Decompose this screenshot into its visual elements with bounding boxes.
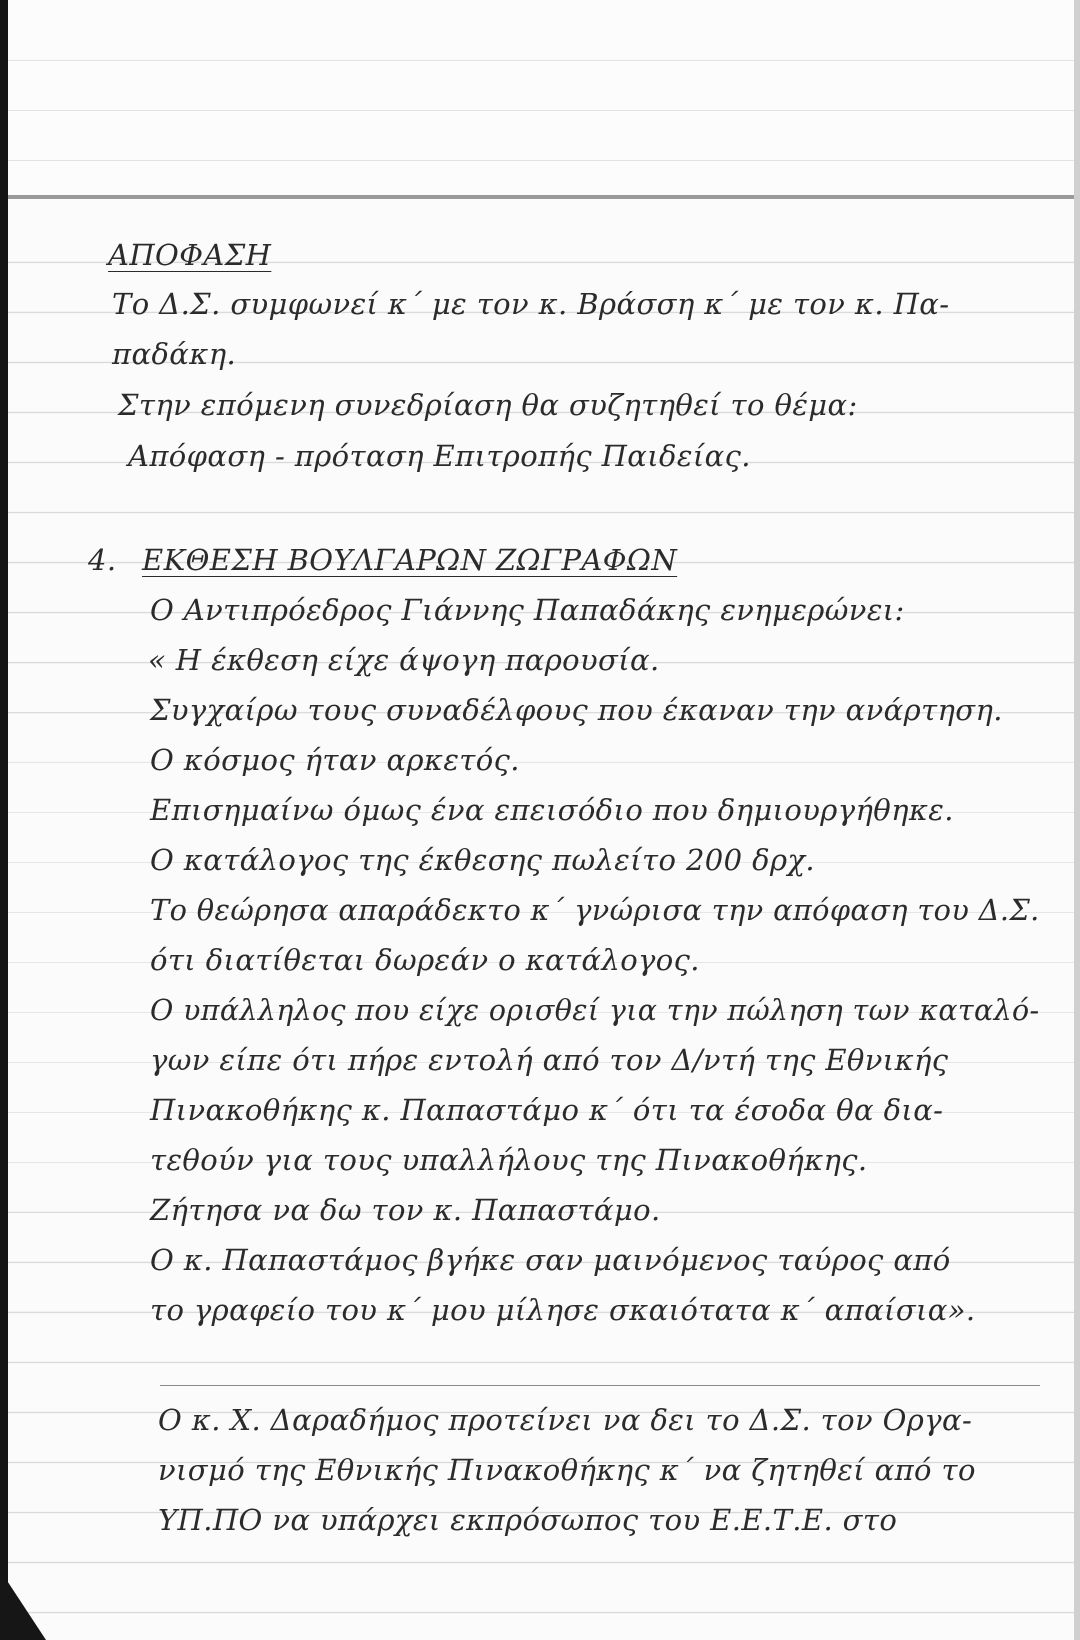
item-line: Ο κ. Χ. Δαραδήμος προτείνει να δει το Δ.Σ. τον Οργα- — [158, 1403, 973, 1437]
item-line: Ο υπάλληλος που είχε ορισθεί για την πώληση των καταλό- — [150, 993, 1040, 1027]
decision-line: Απόφαση - πρόταση Επιτροπής Παιδείας. — [128, 439, 751, 473]
item-line: ότι διατίθεται δωρεάν ο κατάλογος. — [150, 943, 700, 977]
header-rule — [0, 195, 1080, 199]
item-line: « Η έκθεση είχε άψογη παρουσία. — [148, 643, 660, 677]
blank-header-area — [0, 0, 1080, 200]
item-line: Ο κόσμος ήταν αρκετός. — [150, 743, 520, 777]
item-line: Ο κατάλογος της έκθεσης πωλείτο 200 δρχ. — [150, 843, 816, 877]
item-title: ΕΚΘΕΣΗ ΒΟΥΛΓΑΡΩΝ ΖΩΓΡΑΦΩΝ — [142, 543, 678, 577]
scan-right-edge — [1074, 0, 1080, 1640]
decision-line: παδάκη. — [112, 337, 237, 371]
item-line: Το θεώρησα απαράδεκτο κ΄ γνώρισα την απόφαση του Δ.Σ. — [150, 893, 1040, 927]
item-line: νισμό της Εθνικής Πινακοθήκης κ΄ να ζητηθεί από το — [158, 1453, 976, 1487]
decision-heading: ΑΠΟΦΑΣΗ — [108, 238, 272, 272]
item-line: γων είπε ότι πήρε εντολή από τον Δ/ντή της Εθνικής — [150, 1043, 949, 1077]
scan-corner-mark — [0, 1570, 46, 1640]
item-line: Ο κ. Παπαστάμος βγήκε σαν μαινόμενος ταύρος από — [150, 1243, 951, 1277]
item-line: το γραφείο του κ΄ μου μίλησε σκαιότατα κ΄ απαίσια». — [150, 1293, 976, 1327]
section-separator — [160, 1385, 1040, 1386]
faint-ruled-line — [0, 160, 1080, 161]
item-number: 4. — [88, 543, 117, 577]
scan-left-edge — [0, 0, 8, 1640]
item-line: Πινακοθήκης κ. Παπαστάμο κ΄ ότι τα έσοδα θα δια- — [150, 1093, 944, 1127]
item-line: Συγχαίρω τους συναδέλφους που έκαναν την ανάρτηση. — [150, 693, 1003, 727]
decision-line: Στην επόμενη συνεδρίαση θα συζητηθεί το θέμα: — [118, 388, 858, 422]
decision-line: Το Δ.Σ. συμφωνεί κ΄ με τον κ. Βράσση κ΄ με τον κ. Πα- — [112, 287, 950, 321]
item-line: Επισημαίνω όμως ένα επεισόδιο που δημιουργήθηκε. — [150, 793, 954, 827]
item-line: Ο Αντιπρόεδρος Γιάννης Παπαδάκης ενημερώνει: — [150, 593, 905, 627]
item-line: ΥΠ.ΠΟ να υπάρχει εκπρόσωπος του Ε.Ε.Τ.Ε. στο — [158, 1503, 898, 1537]
item-line: τεθούν για τους υπαλλήλους της Πινακοθήκης. — [150, 1143, 868, 1177]
faint-ruled-line — [0, 60, 1080, 61]
faint-ruled-line — [0, 110, 1080, 111]
item-line: Ζήτησα να δω τον κ. Παπαστάμο. — [150, 1193, 661, 1227]
